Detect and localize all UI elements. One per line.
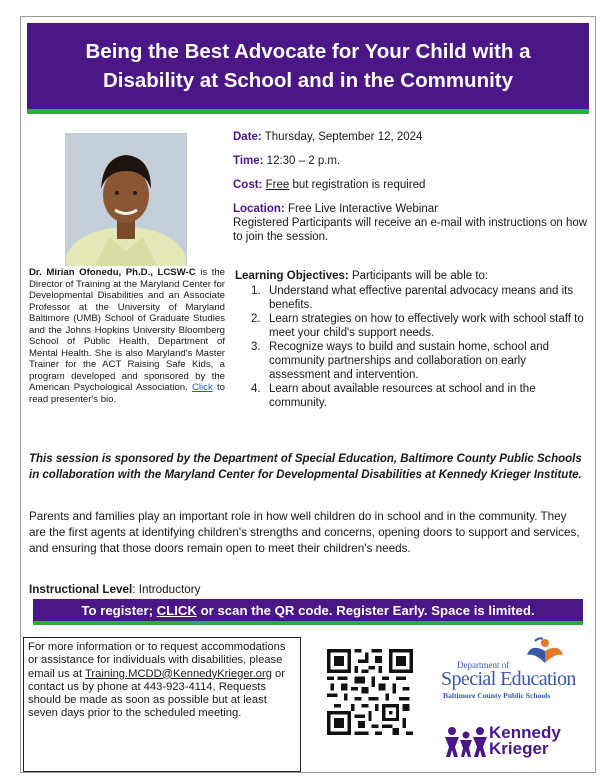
sponsor-logos: [435, 635, 585, 767]
sponsor-statement: This session is sponsored by the Department of Special Education, Baltimore County Public Schools in collaboration with the Maryland Center for Developmental Disabilities at Kennedy Krieger Institute.: [29, 453, 582, 481]
objective-item: 2. Learn strategies on how to effectively work with school staff to meet your child's support needs.: [251, 313, 584, 339]
event-details: [233, 130, 589, 254]
objective-item: 4. Learn about available resources at school and in the community.: [251, 383, 536, 409]
special-ed-subtitle: Baltimore County Public Schools: [443, 691, 551, 700]
objectives-list: [235, 284, 587, 410]
special-ed-title: Special Education: [441, 668, 576, 690]
presenter-name: Dr. Mirian Ofonedu, Ph.D., LCSW-C: [29, 267, 196, 278]
objective-item: 1. Understand what effective parental advocacy means and its benefits.: [251, 285, 574, 311]
cost-rest: but registration is required: [292, 179, 426, 191]
date-row: [233, 130, 589, 144]
special-ed-dept: Department of: [457, 660, 510, 670]
register-prefix: To register;: [81, 602, 153, 618]
presenter-bio-text: is the Director of Training at the Maryland Center for Developmental Disabilities and an Associate Professor at the University of Maryland Baltimore (UMB) School of Graduate Studies and the Johns Hopkins University Bloomberg School of Public Health, Department of Mental Health. She is also Maryland's Master Trainer for the ACT Raising Safe Kids, a program developed and sponsored by the American Psychological Association.: [29, 267, 226, 393]
location-value: Free Live Interactive Webinar: [287, 203, 438, 215]
contact-text-before: For more information or to request accommodations or assistance for individuals with disabilities, please email us at: [28, 641, 286, 680]
objectives-heading: [235, 269, 587, 283]
flyer-title: Being the Best Advocate for Your Child with a Disability at School and in the Community: [85, 40, 531, 92]
register-link[interactable]: CLICK: [156, 602, 197, 618]
register-suffix: or scan the QR code. Register Early. Space is limited.: [200, 602, 535, 618]
time-label: Time:: [233, 155, 264, 167]
level-value: Introductory: [138, 583, 201, 596]
learning-objectives: [235, 269, 587, 410]
objectives-title: Learning Objectives:: [235, 270, 349, 282]
cost-free-link[interactable]: Free: [265, 179, 290, 191]
qr-code[interactable]: [327, 649, 413, 735]
objective-item: 3. Recognize ways to build and sustain home, school and community partnerships and collaboration on early assessment and intervention.: [251, 341, 550, 381]
contact-box: [23, 637, 301, 772]
time-value: 12:30 – 2 p.m.: [266, 155, 341, 167]
kennedy-krieger-figures-icon: [443, 725, 489, 759]
level-label: Instructional Level: [29, 583, 133, 596]
date-label: Date:: [233, 131, 262, 143]
presenter-bio-link[interactable]: Click: [191, 382, 213, 393]
kk-line2: Krieger: [489, 739, 549, 758]
flyer-page: [20, 16, 596, 773]
contact-email-link[interactable]: Training.MCDD@KennedyKrieger.org: [85, 667, 272, 680]
location-note: Registered Participants will receive an e-mail with instructions on how to join the session.: [233, 217, 588, 243]
presenter-bio: [29, 267, 225, 405]
kennedy-krieger-logo-text: [489, 725, 561, 757]
cost-label: Cost:: [233, 179, 263, 191]
header-banner: [27, 23, 589, 114]
kk-line1: Kennedy: [489, 723, 561, 742]
time-row: [233, 154, 589, 168]
location-row: [233, 202, 589, 244]
special-education-emblem: [521, 635, 569, 665]
intro-paragraph: Parents and families play an important role in how well children do in school and in the community. They are the first agents at identifying children's strengths and concerns, opening doors to support and services, and ensuring that those doors remain open to meet their children's needs.: [29, 510, 580, 555]
presenter-bio-link-suffix: to read presenter's bio.: [29, 382, 225, 405]
cost-row: [233, 178, 589, 192]
presenter-photo: [65, 133, 187, 266]
contact-text-after: or contact us by phone at 443-923-4114, Requests should be made as soon as possible but at least seven days prior to the scheduled meeting.: [28, 667, 285, 720]
instructional-level: Instructional Level: Introductory: [29, 583, 201, 596]
date-value: Thursday, September 12, 2024: [264, 131, 423, 143]
objectives-intro: Participants will be able to:: [351, 270, 489, 282]
register-banner: [33, 599, 583, 625]
location-label: Location:: [233, 203, 285, 215]
